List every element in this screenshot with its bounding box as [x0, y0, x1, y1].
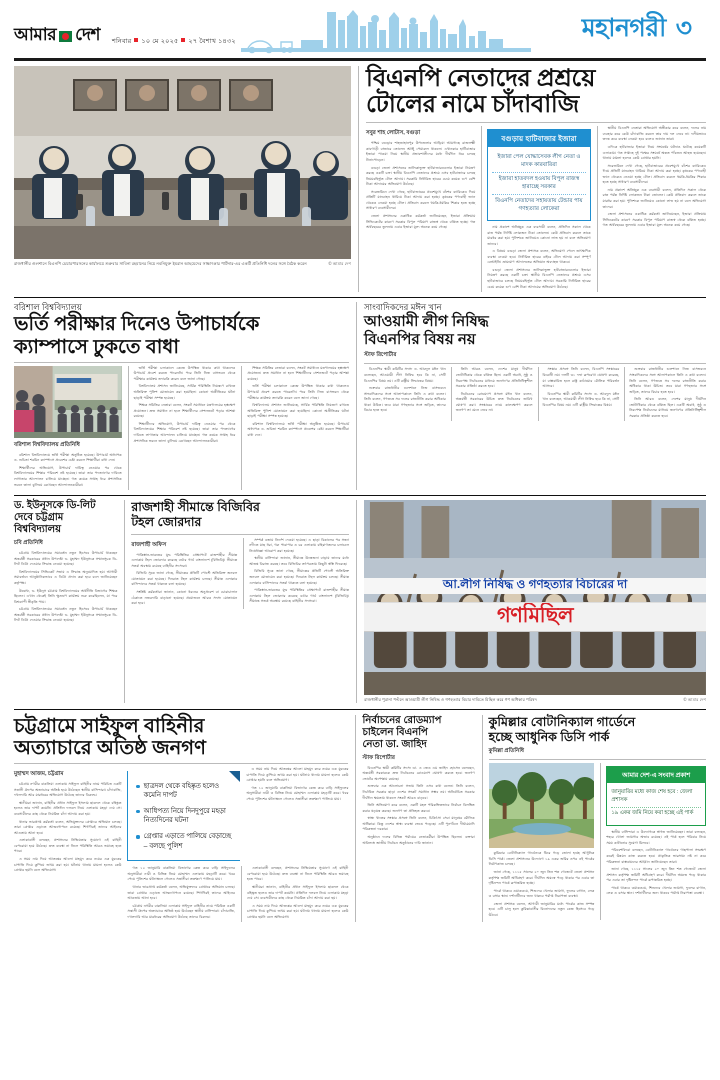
- park-para-6: পরিবেশবিদরা বলছেন, বোটানিক্যাল গার্ডেনের গাছপালা সংরক্ষণ করেই উন্নয়ন কাজ করতে হবে। প্রাকৃতিক ভারসাম্য নষ্ট না করে পরিকল্পনা বাস্তবায়নের আহ্বান জানিয়েছেন তারা।: [606, 848, 706, 864]
- roadmap-para-2: শুক্রবার এক আলোচনা সভায় তিনি এসব কথা বলেন। তিনি বলেন, নির্বাচিত সরকার ছাড়া দেশের সংকট সমাধান সম্ভব নয়। অনির্বাচিত সরকার দীর্ঘদিন ক্ষমতায় থাকলে সংকট আরও বাড়বে।: [362, 784, 475, 800]
- moin-column-2: [451, 367, 533, 421]
- story-park: [482, 715, 706, 923]
- bgb-headline-line1: রাজশাহী সীমান্তে বিজিবির: [131, 500, 260, 515]
- saiful-byline: মুহাম্মদ আজম, চট্টগ্রাম: [14, 771, 64, 778]
- barishal-headline-line1: ভর্তি পরীক্ষার দিনেও উপাচার্যকে: [14, 313, 260, 336]
- lead-para-6: এ বিষয়ে বগুড়া জেলা প্রশাসক বলেন, অভিযোগ পেলে তাৎক্ষণিক ব্যবস্থা নেওয়া হবে। নির্ধারিত হারের বাইরে টোল আদায় করা সম্পূর্ণ বেআইনি। ভ্রাম্যমাণ আদালতের অভিযান অব্যাহত থাকবে।: [487, 249, 591, 265]
- masthead: [14, 0, 706, 56]
- saiful-headline-line1: চট্টগ্রামে সাইফুল বাহিনীর: [14, 714, 205, 737]
- section-name: [582, 8, 692, 51]
- moin-para-5: সংস্কার প্রসঙ্গে তিনি বলেন, বিএনপি সংস্কারের বিরোধী নয়। দলটি ৩১ দফা রূপরেখা ঘোষণা করেছে, যা বাস্তবায়িত হলে রাষ্ট্র কাঠামোর মৌলিক পরিবর্তন আসবে।: [542, 367, 620, 389]
- roadmap-para-1: বিএনপির স্থায়ী কমিটির সদস্য ডা. এ জেড এম জাহিদ হোসেন বলেছেন, অন্তর্বর্তী সরকারকে দ্রুত নির্বাচনের রোডম্যাপ ঘোষণা করতে হবে। জনগণ ভোটের অপেক্ষায় রয়েছে।: [362, 765, 475, 781]
- third-divider: [14, 495, 706, 496]
- lead-para-2: বগুড়া জেলা প্রশাসনের তালিকাভুক্ত হাটবাজারগুলোর ইজারা নিয়ন্ত্রণ করছে একটি চক্র। স্থানীয় বিএনপি নেতাদের প্রশ্রয়ে এসব হাটবাজারে চলছে নিয়মবহির্ভূত টোল আদায়। সরকারি নির্ধারিত হারের চেয়ে কয়েক গুণ বেশি টাকা আদায়ের অভিযোগ উঠেছে।: [366, 165, 476, 187]
- saiful-column-4: [127, 866, 234, 922]
- dateline-separator-2: [181, 38, 185, 42]
- lead-para-4: জেলা প্রশাসনের একাধিক কর্মকর্তা জানিয়েছেন, ইজারা প্রক্রিয়ায় সিন্ডিকেটের কারণে সরকার বিপুল পরিমাণ রাজস্ব থেকে বঞ্চিত হচ্ছে। গত অর্থবছরের তুলনায় এবার ইজারা মূল্য অনেক কমে গেছে।: [366, 214, 476, 230]
- moin-para-7: শুক্রবার রাজধানীর গুলশানে নিজ বাসভবনে সাংবাদিকদের সঙ্গে আলাপকালে তিনি এ কথা বলেন। তিনি বলেন, গণতন্ত্রে সব দলের রাজনীতি করার অধিকার থাকা উচিত। তবে যারা গণহত্যার সঙ্গে জড়িত, তাদের বিচার হতে হবে।: [629, 367, 706, 394]
- moin-headline: [364, 313, 706, 348]
- story-roadmap: [355, 715, 474, 923]
- park-para-7: জানা গেছে, ১১১৫ সালের ২০ জুন তিন শত গেজেটে জেলা প্রশাসন কর্তৃপক্ষ জমিটি অধিগ্রহণ করে। দীর্ঘদিন অযত্নে পড়ে থাকার পর এবার তা দৃষ্টিনন্দন পার্কে রূপান্তরিত হচ্ছে।: [606, 867, 706, 883]
- saiful-para-2: স্থানীয়রা জানান, বাহিনীর প্রধান সাইফুল ইসলাম ছাত্রদল থেকে বহিষ্কৃত হলেও তার দাপট কমেনি। প্রতিদিন দলবল নিয়ে এলাকায় মহড়া দেয় সে। ব্যবসায়ীদের কাছ থেকে নিয়মিত চাঁদা আদায় করা হয়।: [14, 800, 122, 817]
- bgb-body-2: [249, 538, 349, 605]
- bgb-para-7: পাকিস্তান-ভারতের যুদ্ধ পরিস্থিতির প্রেক্ষাপটে রাজশাহীর সীমান্ত এলাকায় টহল জোরদার করেছে বর্ডার গার্ড বাংলাদেশ (বিজিবি)। সীমান্তে সতর্ক অবস্থায় রয়েছে বাহিনীর সদস্যরা।: [249, 588, 350, 604]
- bgb-para-2: বিজিবি সূত্রে জানা গেছে, সীমান্তের প্রতিটি পোস্টে অতিরিক্ত জনবল মোতায়েন করা হয়েছে। দিনরাত টহল কার্যক্রম চলছে। সীমান্ত এলাকার বাসিন্দাদের সতর্ক থাকতে বলা হয়েছে।: [131, 571, 238, 587]
- bullet-dot-icon: [136, 810, 139, 813]
- dateline-gregorian: ১০ মে ২০২৫: [141, 38, 179, 45]
- park-para-5: স্থানীয় বাসিন্দারা এ উদ্যোগকে স্বাগত জানিয়েছেন। তারা বলছেন, শহরে খোলা জায়গার অভাব রয়েছে। এই পার্ক হলে পরিবার নিয়ে সময় কাটানোর সুযোগ মিলবে।: [606, 829, 706, 845]
- moin-para-4: নির্বাচনের রোডম্যাপ প্রসঙ্গে মঈন খান বলেন, অন্তর্বর্তী সরকারের উচিত দ্রুত নির্বাচনের তারিখ ঘোষণা করা। সংস্কারের নামে কালক্ষেপণ করলে জনগণ তা মেনে নেবে না।: [455, 391, 533, 413]
- saiful-bullet-item: [136, 778, 234, 803]
- park-column-2: [600, 763, 706, 920]
- protest-caption-text: রাজধানীর পুরানা পল্টনে আওয়ামী লীগ নিষিদ্ধ ও গণহত্যার বিচার দাবিতে মিছিল করে গণ অধিকার পরিষদ: [364, 697, 537, 703]
- top-section: [14, 61, 706, 293]
- bgb-headline-line2: টহল জোরদার: [131, 514, 202, 529]
- park-columns: [489, 763, 706, 920]
- saiful-para-6: থানার ভারপ্রাপ্ত কর্মকর্তা বলেন, অভিযুক্তদের গ্রেপ্তারে অভিযান চলছে। তারা গ্রেপ্তার এড়াতে আত্মগোপনে রয়েছে। শিগগিরই তাদের আইনের আওতায় আনা হবে।: [127, 884, 235, 901]
- park-para-8: পার্কে থাকবে ওয়াকওয়ে, শিশুদের খেলার জায়গা, ফুলের বাগান, লেক ও বসার স্থান। দর্শনার্থীদের জন্য থাকবে পর্যাপ্ত নিরাপত্তা ব্যবস্থা।: [606, 885, 706, 896]
- saiful-bullet-photo-row: [127, 767, 348, 866]
- moin-para-3: তিনি আরও বলেন, দেশের মানুষ দীর্ঘদিন ভোটাধিকার থেকে বঞ্চিত ছিল। একটি অবাধ, সুষ্ঠু ও নিরপেক্ষ নির্বাচনের মাধ্যমে জনগণের প্রতিনিধিত্বশীল সরকার প্রতিষ্ঠা করতে হবে।: [455, 367, 533, 389]
- top-left-column: [14, 66, 351, 293]
- bgb-para-1: পাকিস্তান-ভারতের যুদ্ধ পরিস্থিতির প্রেক্ষাপটে রাজশাহীর সীমান্ত এলাকায় টহল জোরদার করেছে বর্ডার গার্ড বাংলাদেশ (বিজিবি)। সীমান্তে সতর্ক অবস্থায় রয়েছে বাহিনীর সদস্যরা।: [131, 552, 238, 568]
- page-number: ৩: [675, 14, 692, 42]
- dlitt-para-3: উল্লেখ্য, ড. ইউনূস চট্টগ্রাম বিশ্ববিদ্যালয়ের অর্থনীতি বিভাগের শিক্ষক ছিলেন। এখান থেকেই তিনি ক্ষুদ্রঋণ কার্যক্রম শুরু করেছিলেন, যা পরে বিশ্বব্যাপী স্বীকৃতি পায়।: [14, 588, 118, 604]
- protest-banner-red: [364, 602, 706, 632]
- bullet-dot-icon: [136, 785, 139, 788]
- mid-section: [14, 302, 706, 490]
- barishal-column-1: [14, 366, 122, 490]
- saiful-para-7: চট্টগ্রাম নগরীর বাকলিয়া এলাকায় সাইফুল বাহিনীর নামে পরিচিত একটি সন্ত্রাসী গ্রুপের অত্যাচারে অতিষ্ঠ হয়ে উঠেছেন স্থানীয় বাসিন্দারা। চাঁদাবাজি, দখলদারি আর মারধরের অভিযোগ উঠেছে তাদের বিরুদ্ধে।: [127, 903, 235, 919]
- moin-byline: স্টাফ রিপোর্টার: [364, 352, 397, 359]
- bgb-divider: [131, 534, 349, 535]
- lead-story: [358, 66, 706, 293]
- lead-headline-line1: বিএনপি নেতাদের প্রশ্রয়ে: [366, 64, 596, 92]
- park-para-1: কুমিল্লার বোটানিক্যাল গার্ডেনকে ঘিরে গড়ে তোলা হচ্ছে আধুনিক ডিসি পার্ক। জেলা প্রশাসনের উদ্যোগে ১৯ একর জমির ওপর এই পার্কের নির্মাণকাজ চলছে।: [488, 851, 595, 867]
- lead-byline: সবুর শাহ লোটাস, বগুড়া: [366, 130, 421, 137]
- lead-para-1: পশ্চিম বগুড়ার শাহজাহানপুর উপজেলার আড়িয়া আমগাছে রাজলক্ষ্মী কাবগাড়ী বাজারে তোলেন আঞ্জু পেয়ারুল থাকলে। এখানকার হাটিবাজার ইজারা পাওয়া নিয়ে স্থানীয় প্রভাবশালীদের মধ্যে দীর্ঘদিন ধরে চলছে টানাপোড়েন।: [366, 141, 476, 162]
- roadmap-para-4: স্বাস্থ্য খাতের সংস্কার প্রসঙ্গে তিনি বলেন, চিকিৎসা সেবা মানুষের মৌলিক অধিকার। কিন্তু দেশের স্বাস্থ্য ব্যবস্থা ভেঙে পড়েছে। এটি পুনর্গঠনে দীর্ঘমেয়াদি পরিকল্পনা দরকার।: [362, 816, 475, 832]
- logo-text-second: দেশ: [75, 25, 100, 44]
- saiful-columns: [14, 767, 348, 922]
- saiful-bullet-box: [127, 771, 240, 861]
- saiful-right-group: [127, 767, 348, 922]
- lead-para-8c: নাম প্রকাশে অনিচ্ছুক এক ব্যবসায়ী বলেন, প্রতিদিন সকাল থেকে রাত পর্যন্ত নির্দিষ্ট লোকজন টাকা তোলেন। কেউ প্রতিবাদ করলে তাকে মারধর করা হয়। পুলিশকে জানিয়েও কোনো লাভ হয় না বলে অভিযোগ তাদের।: [602, 187, 706, 209]
- dlitt-headline: [14, 500, 117, 536]
- park-body-2: [606, 830, 706, 897]
- saiful-para-2d: এ সময় নাম দিয়ে আতঙ্কের আলো মাহমুদ করে নয়ের এক যুবকের চাপাতি দিয়ে কুপিয়ে জখম করা হয়। ঘটনায় থানায় মামলা হলেও কেউ গ্রেপ্তার হয়নি বলে অভিযোগ।: [14, 856, 122, 873]
- lead-para-7: স্থানীয় বিএনপি নেতারা অভিযোগ অস্বীকার করে বলেন, দলের নাম ব্যবহার করে কেউ চাঁদাবাজি করলে তার দায় দল নেবে না। দলীয়ভাবে তদন্ত করে ব্যবস্থা নেওয়া হবে বলেও জানান তারা।: [602, 126, 706, 142]
- barishal-para-9: বরিশাল বিশ্ববিদ্যালয়ে ভর্তি পরীক্ষা অনুষ্ঠিত হয়েছে। উপাচার্য অধ্যাপক ড. শুচিতা শরমিন ক্যাম্পাসে প্রবেশের চেষ্টা করলে শিক্ষার্থীরা বাধা দেন।: [247, 421, 350, 437]
- barishal-column-2: [128, 366, 236, 490]
- roadmap-headline-line2: চাইলেন বিএনপি: [362, 726, 428, 738]
- bottom-section: [14, 715, 706, 923]
- bgb-column-2: [243, 538, 349, 609]
- dlitt-para-2: বিশ্ববিদ্যালয়ের সিন্ডিকেট সভায় এ সিদ্ধান্ত অনুমোদিত হয়। আগামী সমাবর্তনে আনুষ্ঠানিকভাবে এ ডিগ্রি প্রদান করা হবে বলে জানিয়েছেন কর্তৃপক্ষ।: [14, 569, 118, 585]
- moin-column-1: [364, 367, 446, 421]
- barishal-para-1: বরিশাল বিশ্ববিদ্যালয়ে ভর্তি পরীক্ষা অনুষ্ঠিত হয়েছে। উপাচার্য অধ্যাপক ড. শুচিতা শরমিন ক্যাম্পাসে প্রবেশের চেষ্টা করলে শিক্ষার্থীরা বাধা দেন।: [14, 452, 122, 463]
- photo-caption-text: রাজধানীর গুলশানে বিএনপি চেয়ারপারসনের কার্যালয়ে শুক্রবার সাবিনা রহমানের নিয়ে নবনিযুক্ত ইমরান আহমেদের সাক্ষাৎকার পার্টনার-এর একটি প্রতিনিধি দলের সঙ্গে বৈঠক করেন: [14, 260, 307, 266]
- roadmap-byline: স্টাফ রিপোর্টার: [362, 754, 395, 761]
- barishal-column-3: [241, 366, 349, 490]
- roadmap-body: [362, 766, 474, 846]
- protest-photo-credit: © আমার দেশ: [683, 697, 706, 703]
- saiful-column-1: [14, 767, 121, 922]
- greenbox-title: আমার দেশ-এ সংবাদ প্রকাশ: [607, 767, 705, 783]
- third-section: [14, 500, 706, 703]
- lead-para-8: এদিকে হাটবাজার ইজারা নিয়ে সংঘর্ষের ঘটনাও ঘটেছে কয়েকটি এলাকায়। গত সপ্তাহে দুই পক্ষের সংঘর্ষে অন্তত পাঁচজন আহত হয়েছেন। থানায় মামলা হলেও কেউ গ্রেপ্তার হয়নি।: [602, 144, 706, 161]
- moin-para-8: তিনি আরও বলেন, দেশের মানুষ দীর্ঘদিন ভোটাধিকার থেকে বঞ্চিত ছিল। একটি অবাধ, সুষ্ঠু ও নিরপেক্ষ নির্বাচনের মাধ্যমে জনগণের প্রতিনিধিত্বশীল সরকার প্রতিষ্ঠা করতে হবে।: [629, 397, 706, 418]
- protest-photo-block: [356, 500, 706, 703]
- logo-text-first: আমার: [14, 25, 57, 44]
- barishal-kicker: বরিশাল বিশ্ববিদ্যালয়: [14, 302, 82, 313]
- saiful-para-1: চট্টগ্রাম নগরীর বাকলিয়া এলাকায় সাইফুল বাহিনীর নামে পরিচিত একটি সন্ত্রাসী গ্রুপের অত্যাচারে অতিষ্ঠ হয়ে উঠেছেন স্থানীয় বাসিন্দারা। চাঁদাবাজি, দখলদারি আর মারধরের অভিযোগ উঠেছে তাদের বিরুদ্ধে।: [14, 782, 122, 798]
- protest-banner-red-text: গণমিছিল: [497, 604, 574, 628]
- city-skyline-icon: [241, 10, 531, 54]
- moin-para-2: শুক্রবার রাজধানীর গুলশানে নিজ বাসভবনে সাংবাদিকদের সঙ্গে আলাপকালে তিনি এ কথা বলেন। তিনি বলেন, গণতন্ত্রে সব দলের রাজনীতি করার অধিকার থাকা উচিত। তবে যারা গণহত্যার সঙ্গে জড়িত, তাদের বিচার হতে হবে।: [364, 386, 446, 413]
- roadmap-headline: [362, 715, 474, 751]
- saiful-para-4: গত ১২ জানুয়ারি বাকলিয়া বিভাগের কেন্দ্র করে বাড়ি সাইফুলের অনুসারীরা নারী ও বিভিন্ন নিয়ে মোহাম্মদ এলাকায় মহড়াটি করে। খবর পেয়ে পুলিশের ঘটনাস্থলে গেলেও সন্ত্রাসীরা ততক্ষণে পালিয়ে যায়।: [246, 785, 349, 802]
- protest-rally-photo: [364, 500, 706, 695]
- protest-banner-blue-text: আ.লীগ নিষিদ্ধ ও গণহত্যার বিচারের দা: [442, 578, 628, 592]
- lead-para-8b: সরেজমিনে দেখা গেছে, হাটবাজারের প্রবেশমুখে বাঁশের ব্যারিকেড দিয়ে প্রতিটি যানবাহন থামিয়ে টাকা আদায় করা হচ্ছে। কৃষকের পণ্যবাহী ভ্যান থেকেও নেওয়া হচ্ছে টোল। প্রতিবাদ করলে হুমকি-ধমকির শিকার হতে হচ্ছে সাধারণ ব্যবসায়ীদের।: [602, 163, 706, 185]
- bgb-body-1: [131, 553, 237, 607]
- barishal-para-6: শিক্ষক সমিতির নেতারা বলেন, সংকট সমাধানে মন্ত্রণালয়ের হস্তক্ষেপ প্রয়োজন। দ্রুত সমাধান না হলে শিক্ষার্থীদের সেশনজটে পড়ার আশঙ্কা রয়েছে।: [247, 365, 350, 381]
- barishal-headline-line2: ক্যাম্পাসে ঢুকতে বাধা: [14, 335, 179, 358]
- bgb-para-3: সংশ্লিষ্ট কর্মকর্তারা জানান, কোনো ধরনের অনুপ্রবেশ বা চোরাচালান ঠেকাতে নজরদারি বাড়ানো হয়েছে। প্রয়োজনে আরও সদস্য মোতায়েন করা হবে।: [131, 590, 238, 606]
- lead-body-2: [487, 225, 590, 290]
- bangladesh-flag-icon: [59, 31, 72, 42]
- barishal-body-1: [14, 453, 122, 488]
- lead-headline-line2: টোলের নামে চাঁদাবাজি: [366, 90, 579, 118]
- meeting-photo: [14, 66, 351, 259]
- dlitt-body: [14, 551, 117, 624]
- bgb-columns: [131, 538, 349, 609]
- photo-credit: © আমার দেশ: [328, 260, 351, 266]
- bgb-para-5: স্থানীয় বাসিন্দারা জানান, সীমান্তে উত্তেজনা বাড়ায় তাদের মধ্যে আতঙ্ক বিরাজ করছে। তবে বিজিবির তৎপরতায় কিছুটা স্বস্তি ফিরেছে।: [249, 556, 350, 566]
- bgb-column-1: [131, 538, 237, 609]
- barishal-para-4: বিশ্ববিদ্যালয় প্রশাসন জানিয়েছে, সার্বিক পরিস্থিতি নিয়ন্ত্রণে রাখতে অতিরিক্ত পুলিশ মোতায়েন করা হয়েছিল। কোনো অপ্রীতিকর ঘটনা ছাড়াই পরীক্ষা সম্পন্ন হয়েছে।: [133, 384, 236, 400]
- factbox-title: বগুড়ায় হাটিবাজার ইজারা: [488, 130, 589, 147]
- section-title: মহানগরী: [581, 14, 666, 42]
- factbox-item: বিএনপি নেতাদের সহায়তায় টেন্ডার পায় গণহত্যার লোকেরা: [492, 194, 585, 216]
- moin-headline-line2: বিএনপির বিষয় নয়: [364, 330, 476, 348]
- barishal-body-2: [134, 366, 236, 444]
- factbox-item: ইজারা হাতবদল হওয়ায় বিপুল রাজস্ব হারাচ্ছে সরকার: [492, 172, 585, 194]
- newspaper-logo[interactable]: [14, 22, 100, 56]
- factbox-body: [488, 147, 589, 220]
- moin-para-1: বিএনপির স্থায়ী কমিটির সদস্য ড. আবদুল মঈন খান বলেছেন, আওয়ামী লীগ নিষিদ্ধ হবে কি না, সেটি বিএনপির বিষয় নয়। এটি রাষ্ট্রীয় সিদ্ধান্তের বিষয়।: [364, 367, 446, 383]
- bullet-dot-icon: [136, 835, 139, 838]
- lead-para-8d: জেলা প্রশাসনের একাধিক কর্মকর্তা জানিয়েছেন, ইজারা প্রক্রিয়ায় সিন্ডিকেটের কারণে সরকার বিপুল পরিমাণ রাজস্ব থেকে বঞ্চিত হচ্ছে। গত অর্থবছরের তুলনায় এবার ইজারা মূল্য অনেক কমে গেছে।: [602, 212, 706, 228]
- moin-columns: [364, 367, 706, 421]
- barishal-para-7: ভর্তি পরীক্ষা চলাকালে কেন্দ্রে উপস্থিত থাকার কথা থাকলেও উপাচার্য প্রবেশ করতে পারেননি। পরে তিনি নিজ বাসভবন থেকে পরীক্ষার কার্যক্রম তদারকি করেন বলে জানা গেছে।: [247, 384, 350, 400]
- barishal-columns: [14, 366, 349, 490]
- saiful-column-5: [241, 866, 349, 922]
- barishal-para-5b: শিক্ষার্থীদের অভিযোগ, উপাচার্য দায়িত্ব নেওয়ার পর থেকে বিশ্ববিদ্যালয়ের শিক্ষার পরিবেশ নষ্ট হয়েছে। তারা তার পদত্যাগের দাবিতে লাগাতার আন্দোলন চালিয়ে যাচ্ছেন। গত কয়েক সপ্তাহ ধরে প্রশাসনিক ভবনে তালা ঝুলিয়ে রেখেছেন আন্দোলনকারীরা।: [133, 421, 236, 443]
- saiful-bullet-item: [136, 829, 234, 854]
- bgb-para-4: সম্পর্ক বজায় নির্দেশ দেওয়া হয়েছে। এ ছাড়া বিকালের পর সন্ধ্যা নদীতে মাছ ধরা, গরু পারাপার ও চর এলাকায় বহিরাগতদের চলাচলে নিষেধাজ্ঞা আরোপ করা হয়েছে।: [249, 537, 350, 553]
- saiful-para-10: এ সময় নাম দিয়ে আতঙ্কের আলো মাহমুদ করে নয়ের এক যুবকের চাপাতি দিয়ে কুপিয়ে জখম করা হয়। ঘটনায় থানায় মামলা হলেও কেউ গ্রেপ্তার হয়নি বলে অভিযোগ।: [246, 903, 349, 919]
- saiful-para-3: এ সময় নাম দিয়ে আতঙ্কের আলো মাহমুদ করে নয়ের এক যুবকের চাপাতি দিয়ে কুপিয়ে জখম করা হয়। ঘটনায় থানায় মামলা হলেও কেউ গ্রেপ্তার হয়নি বলে অভিযোগ।: [246, 767, 349, 783]
- moin-column-3: [538, 367, 620, 421]
- park-para-2: জানা গেছে, ১১১৫ সালের ২০ জুন তিন শত গেজেটে জেলা প্রশাসন কর্তৃপক্ষ জমিটি অধিগ্রহণ করে। দীর্ঘদিন অযত্নে পড়ে থাকার পর এবার তা দৃষ্টিনন্দন পার্কে রূপান্তরিত হচ্ছে।: [488, 869, 595, 886]
- park-headline: [489, 715, 706, 745]
- story-saiful: [14, 715, 348, 923]
- story-dlitt: [14, 500, 117, 703]
- greenbox-item: জানুয়ারির মধ্যে কাজ শেষ হবে : জেলা প্রশাসক: [611, 788, 693, 803]
- dlitt-headline-line2: দেবে চট্টগ্রাম: [14, 512, 64, 524]
- barishal-para-8: বিশ্ববিদ্যালয় প্রশাসন জানিয়েছে, সার্বিক পরিস্থিতি নিয়ন্ত্রণে রাখতে অতিরিক্ত পুলিশ মোতায়েন করা হয়েছিল। কোনো অপ্রীতিকর ঘটনা ছাড়াই পরীক্ষা সম্পন্ন হয়েছে।: [247, 403, 350, 419]
- lead-divider: [366, 122, 706, 123]
- saiful-headline-line2: অত্যাচারে অতিষ্ঠ জনগণ: [14, 737, 206, 760]
- roadmap-headline-line1: নির্বাচনের রোডম্যাপ: [362, 714, 442, 726]
- bgb-headline: [131, 500, 349, 530]
- park-byline: কুমিল্লা প্রতিনিধি: [488, 748, 525, 755]
- lead-para-6b: বগুড়া জেলা প্রশাসনের তালিকাভুক্ত হাটবাজারগুলোর ইজারা নিয়ন্ত্রণ করছে একটি চক্র। স্থানীয় বিএনপি নেতাদের প্রশ্রয়ে এসব হাটবাজারে চলছে নিয়মবহির্ভূত টোল আদায়। সরকারি নির্ধারিত হারের চেয়ে কয়েক গুণ বেশি টাকা আদায়ের অভিযোগ উঠেছে।: [487, 267, 591, 289]
- barishal-para-2: শিক্ষার্থীদের অভিযোগ, উপাচার্য দায়িত্ব নেওয়ার পর থেকে বিশ্ববিদ্যালয়ের শিক্ষার পরিবেশ নষ্ট হয়েছে। তারা তার পদত্যাগের দাবিতে লাগাতার আন্দোলন চালিয়ে যাচ্ছেন। গত কয়েক সপ্তাহ ধরে প্রশাসনিক ভবনে তালা ঝুলিয়ে রেখেছেন আন্দোলনকারীরা।: [14, 465, 122, 487]
- saiful-bullet-text: গ্রেপ্তার এড়াতে পালিয়ে বেড়াচ্ছে – বলছে পুলিশ: [143, 833, 232, 850]
- lead-columns: [366, 126, 706, 292]
- saiful-para-8: এলাকাবাসী বলছেন, প্রশাসনের নিষ্ক্রিয়তার সুযোগে এই বাহিনী বেপরোয়া হয়ে উঠেছে। দ্রুত ব্যবস্থা না নিলে পরিস্থিতি আরও ভয়াবহ হতে পারে।: [246, 866, 349, 882]
- lead-column-3: [597, 126, 706, 292]
- park-headline-line1: কুমিল্লার বোটানিক্যাল গার্ডেনে: [488, 714, 636, 729]
- dlitt-headline-line3: বিশ্ববিদ্যালয়: [14, 524, 61, 536]
- moin-column-4: [624, 367, 706, 421]
- saiful-divider: [14, 763, 348, 764]
- dlitt-headline-line1: ড. ইউনূসকে ডি-লিট: [14, 500, 96, 512]
- park-greenbox: [606, 766, 706, 825]
- park-divider: [489, 759, 706, 760]
- barishal-para-3: ভর্তি পরীক্ষা চলাকালে কেন্দ্রে উপস্থিত থাকার কথা থাকলেও উপাচার্য প্রবেশ করতে পারেননি। পরে তিনি নিজ বাসভবন থেকে পরীক্ষার কার্যক্রম তদারকি করেন বলে জানা গেছে।: [133, 365, 236, 381]
- factbox-item: ইজারা পেল যোদ্ধাসেবক লীগ নেতা ও মাদক কারবারিরা: [497, 153, 581, 168]
- dlitt-byline: চবি প্রতিনিধি: [14, 540, 43, 547]
- saiful-para-5: গত ১২ জানুয়ারি বাকলিয়া বিভাগের কেন্দ্র করে বাড়ি সাইফুলের অনুসারীরা নারী ও বিভিন্ন নিয়ে মোহাম্মদ এলাকায় মহড়াটি করে। খবর পেয়ে পুলিশের ঘটনাস্থলে গেলেও সন্ত্রাসীরা ততক্ষণে পালিয়ে যায়।: [127, 866, 235, 882]
- moin-divider: [364, 363, 706, 364]
- protest-banner-blue: [364, 578, 706, 594]
- meeting-photo-caption: [14, 259, 351, 267]
- mid-divider: [14, 297, 706, 298]
- saiful-para-9: স্থানীয়রা জানান, বাহিনীর প্রধান সাইফুল ইসলাম ছাত্রদল থেকে বহিষ্কৃত হলেও তার দাপট কমেনি। প্রতিদিন দলবল নিয়ে এলাকায় মহড়া দেয় সে। ব্যবসায়ীদের কাছ থেকে নিয়মিত চাঁদা আদায় করা হয়।: [246, 884, 349, 901]
- lead-column-1: [366, 126, 475, 292]
- dateline-day: শনিবার: [111, 38, 132, 45]
- botanical-garden-photo: [489, 763, 595, 848]
- saiful-bullet-text: আধিপত্য নিয়ে দিনদুপুরে মহড়া নিত্যদিনের ঘটনা: [143, 808, 226, 825]
- story-barishal: [14, 302, 349, 490]
- park-headline-line2: হচ্ছে আধুনিক ডিসি পার্ক: [488, 729, 610, 744]
- saiful-para-2b: থানার ভারপ্রাপ্ত কর্মকর্তা বলেন, অভিযুক্তদের গ্রেপ্তারে অভিযান চলছে। তারা গ্রেপ্তার এড়াতে আত্মগোপনে রয়েছে। শিগগিরই তাদের আইনের আওতায় আনা হবে।: [14, 819, 122, 835]
- dlitt-para-1: চট্টগ্রাম বিশ্ববিদ্যালয়ের সমাবর্তন নতুন হিসেবে উপাচার্য থাকছেন অন্তর্বর্তী সরকারের প্রধান উপদেষ্টা ড. মুহাম্মদ ইউনূসকে সম্মানসূচক ডি-লিট ডিগ্রি দেওয়ার সিদ্ধান্ত নেওয়া হয়েছে।: [14, 551, 118, 567]
- bgb-para-6: বিজিবি সূত্রে জানা গেছে, সীমান্তের প্রতিটি পোস্টে অতিরিক্ত জনবল মোতায়েন করা হয়েছে। দিনরাত টহল কার্যক্রম চলছে। সীমান্ত এলাকার বাসিন্দাদের সতর্ক থাকতে বলা হয়েছে।: [249, 569, 350, 585]
- moin-para-6: বিএনপির স্থায়ী কমিটির সদস্য ড. আবদুল মঈন খান বলেছেন, আওয়ামী লীগ নিষিদ্ধ হবে কি না, সেটি বিএনপির বিষয় নয়। এটি রাষ্ট্রীয় সিদ্ধান্তের বিষয়।: [542, 391, 620, 407]
- barishal-byline: বরিশাল বিশ্ববিদ্যালয় প্রতিনিধি: [14, 441, 80, 448]
- bottom-divider: [14, 709, 706, 710]
- dlitt-para-4: চট্টগ্রাম বিশ্ববিদ্যালয়ের সমাবর্তন নতুন হিসেবে উপাচার্য থাকছেন অন্তর্বর্তী সরকারের প্রধান উপদেষ্টা ড. মুহাম্মদ ইউনূসকে সম্মানসূচক ডি-লিট ডিগ্রি দেওয়ার সিদ্ধান্ত নেওয়া হয়েছে।: [14, 607, 118, 623]
- story-moin-khan: [356, 302, 706, 490]
- bgb-byline: রাজশাহী অফিস: [131, 541, 167, 548]
- greenbox-body: [607, 783, 705, 824]
- lead-para-3: সরেজমিনে দেখা গেছে, হাটবাজারের প্রবেশমুখে বাঁশের ব্যারিকেড দিয়ে প্রতিটি যানবাহন থামিয়ে টাকা আদায় করা হচ্ছে। কৃষকের পণ্যবাহী ভ্যান থেকেও নেওয়া হচ্ছে টোল। প্রতিবাদ করলে হুমকি-ধমকির শিকার হতে হচ্ছে সাধারণ ব্যবসায়ীদের।: [366, 189, 476, 211]
- barishal-headline: [14, 313, 349, 357]
- saiful-bullet-text: ছাত্রদল থেকে বহিষ্কৃত হলেও কমেনি দাপট: [143, 782, 220, 799]
- barishal-para-5: শিক্ষক সমিতির নেতারা বলেন, সংকট সমাধানে মন্ত্রণালয়ের হস্তক্ষেপ প্রয়োজন। দ্রুত সমাধান না হলে শিক্ষার্থীদের সেশনজটে পড়ার আশঙ্কা রয়েছে।: [133, 403, 236, 419]
- campus-protest-photo: [14, 366, 122, 438]
- saiful-para-2c: এলাকাবাসী বলছেন, প্রশাসনের নিষ্ক্রিয়তার সুযোগে এই বাহিনী বেপরোয়া হয়ে উঠেছে। দ্রুত ব্যবস্থা না নিলে পরিস্থিতি আরও ভয়াবহ হতে পারে।: [14, 838, 122, 854]
- story-bgb: [124, 500, 349, 703]
- saiful-headline: [14, 715, 348, 759]
- park-column-1: [489, 763, 595, 920]
- dateline-bangla: ২৭ বৈশাখ ১৪৩২: [188, 38, 236, 45]
- protest-photo-caption: [364, 695, 706, 703]
- dateline: [112, 36, 236, 56]
- lead-headline: [366, 66, 706, 119]
- park-body-1: [489, 848, 595, 918]
- saiful-body-1: [14, 782, 121, 873]
- greenbox-item: ১৯ একর জমি নিয়ে করা হচ্ছে এই পার্ক: [611, 807, 701, 821]
- lead-body-3: [603, 126, 706, 229]
- barishal-body-3: [247, 366, 349, 439]
- park-para-3: পার্কে থাকবে ওয়াকওয়ে, শিশুদের খেলার জায়গা, ফুলের বাগান, লেক ও বসার স্থান। দর্শনার্থীদের জন্য থাকবে পর্যাপ্ত নিরাপত্তা ব্যবস্থা।: [488, 888, 595, 899]
- park-para-4: জেলা প্রশাসক বলেন, আগামী জানুয়ারির মধ্যে পার্কের কাজ সম্পন্ন হবে। এটি চালু হলে কুমিল্লাবাসীর বিনোদনের নতুন কেন্দ্র হিসেবে গড়ে উঠবে।: [488, 901, 595, 917]
- factbox-ijara: [487, 129, 590, 221]
- saiful-column-3: [246, 767, 348, 866]
- roadmap-para-5: অনুষ্ঠানে দলের বিভিন্ন পর্যায়ের নেতাকর্মীরা উপস্থিত ছিলেন। বক্তারা অবিলম্বে জাতীয় নির্বাচন অনুষ্ঠানের দাবি জানান।: [362, 834, 475, 845]
- dateline-separator-1: [134, 38, 138, 42]
- lead-column-2: [481, 126, 590, 292]
- moin-headline-line1: আওয়ামী লীগ নিষিদ্ধ: [364, 313, 489, 331]
- saiful-bullet-item: [136, 804, 234, 829]
- saiful-lower-columns: [127, 866, 348, 922]
- roadmap-para-3: তিনি অভিযোগ করে বলেন, একটি মহল পরিকল্পিতভাবে নির্বাচন বিলম্বিত করার ষড়যন্ত্র করছে। জনগণ তা প্রতিহত করবে।: [362, 803, 475, 813]
- lead-body-1: [366, 141, 475, 230]
- lead-para-5: নাম প্রকাশে অনিচ্ছুক এক ব্যবসায়ী বলেন, প্রতিদিন সকাল থেকে রাত পর্যন্ত নির্দিষ্ট লোকজন টাকা তোলেন। কেউ প্রতিবাদ করলে তাকে মারধর করা হয়। পুলিশকে জানিয়েও কোনো লাভ হয় না বলে অভিযোগ তাদের।: [487, 224, 591, 246]
- barishal-divider: [14, 362, 349, 363]
- roadmap-headline-line3: নেতা ডা. জাহিদ: [362, 738, 427, 750]
- moin-kicker: সাংবাদিকদের মঈন খান: [364, 302, 442, 313]
